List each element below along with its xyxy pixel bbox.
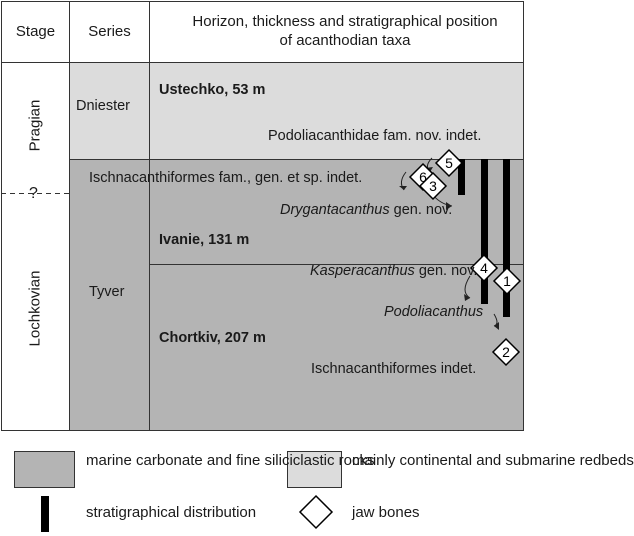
jaw-bone-number-2: 2 <box>502 344 510 360</box>
kasperacanthus-genus: Kasperacanthus <box>310 263 415 279</box>
dniester-fill <box>69 62 523 159</box>
drygantacanthus-genus: Drygantacanthus <box>280 202 390 218</box>
drygantacanthus-suffix: gen. nov. <box>393 202 453 218</box>
stage-pragian-label: Pragian <box>26 99 44 152</box>
legend-jaw-bones-label: jaw bones <box>352 504 420 521</box>
legend-distribution-label: stratigraphical distribution <box>86 504 257 521</box>
legend-marine-swatch <box>15 452 75 488</box>
horizon-ivanie: Ivanie, 131 m <box>159 232 250 248</box>
series-dniester-label: Dniester <box>76 98 130 114</box>
taxon-drygantacanthus <box>280 202 452 218</box>
legend-distribution-bar <box>41 496 49 532</box>
taxon-podoliacanthus: Podoliacanthus <box>384 304 484 320</box>
legend-jaw-bone-diamond <box>300 496 332 528</box>
series-tyver-label: Tyver <box>89 284 125 300</box>
taxa-header: Horizon, thickness and stratigraphical position of acanthodian taxa <box>192 13 498 49</box>
tyver-fill <box>69 159 523 430</box>
kasperacanthus-suffix: gen. nov. <box>418 263 478 279</box>
jaw-bone-number-4: 4 <box>480 260 488 276</box>
taxon-kasperacanthus <box>310 263 477 279</box>
taxon-ischnacanthiformes-fam: Ischnacanthiformes fam., gen. et sp. indet. <box>89 170 363 186</box>
stage-lochkovian-label: Lochkovian <box>26 270 44 347</box>
stage-boundary-question: ? <box>29 185 38 202</box>
stage-header: Stage <box>15 23 56 40</box>
series-header: Series <box>88 23 131 40</box>
legend-marine-label: marine carbonate and fine siliciclastic rocks <box>86 452 375 469</box>
horizon-ustechko: Ustechko, 53 m <box>159 82 266 98</box>
jaw-bone-number-6: 6 <box>419 169 427 185</box>
jaw-bone-number-3: 3 <box>429 178 437 194</box>
jaw-bone-number-1: 1 <box>503 273 511 289</box>
distribution-bar-1 <box>481 159 488 304</box>
legend-continental-label: mainly continental and submarine redbeds <box>352 452 634 469</box>
taxon-ischnacanthiformes-indet: Ischnacanthiformes indet. <box>311 361 477 377</box>
taxon-podoliacanthidae: Podoliacanthidae fam. nov. indet. <box>268 128 482 144</box>
jaw-bone-number-5: 5 <box>445 155 453 171</box>
horizon-chortkiv: Chortkiv, 207 m <box>159 330 266 346</box>
